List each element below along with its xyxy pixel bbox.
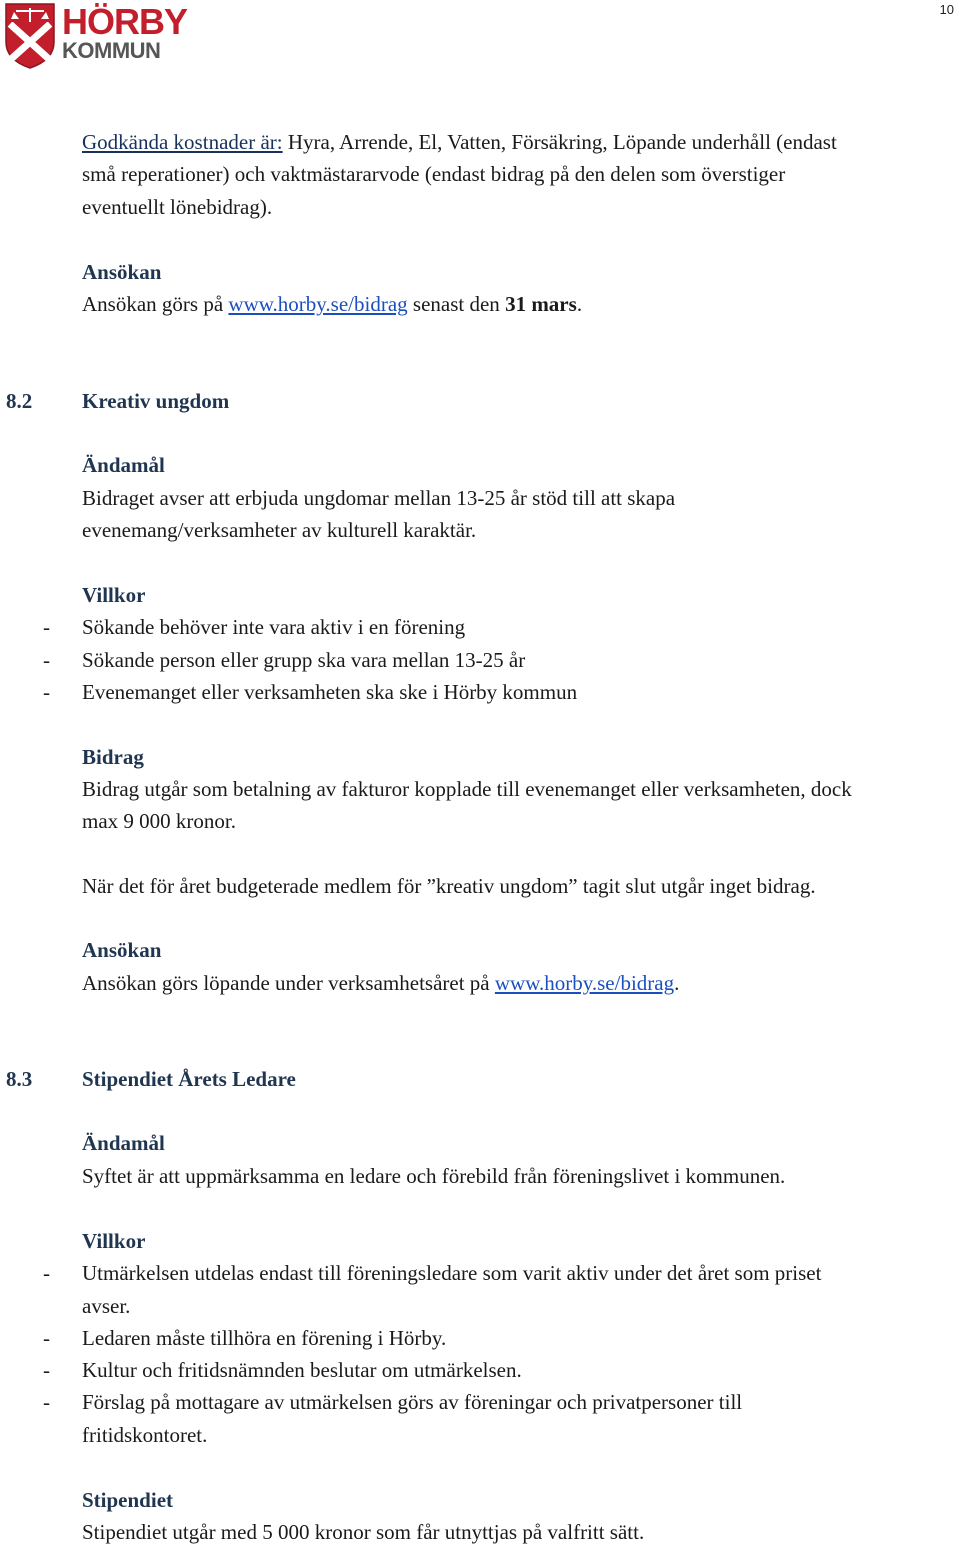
bidrag-heading: Bidrag <box>82 745 144 769</box>
intro-line-3: eventuellt lönebidrag). <box>82 195 273 219</box>
bidrag-line-2: max 9 000 kronor. <box>82 809 236 833</box>
list-item: Ledaren måste tillhöra en förening i Hörby. <box>82 1326 447 1350</box>
budget-line: När det för året budgeterade medlem för ”kreativ ungdom” tagit slut utgår inget bidrag. <box>82 874 816 898</box>
horby-kommun-logo <box>4 2 187 74</box>
list-item: Förslag på mottagare av utmärkelsen görs av föreningar och privatpersoner till <box>82 1390 743 1414</box>
ansokan-text: Ansökan görs på www.horby.se/bidrag senast den 31 mars. <box>82 292 583 316</box>
logo-subtitle: KOMMUN <box>62 38 161 63</box>
andamal-line-1: Bidraget avser att erbjuda ungdomar mellan 13-25 år stöd till att skapa <box>82 486 676 510</box>
list-item: Sökande person eller grupp ska vara mellan 13-25 år <box>82 648 526 672</box>
andamal-line-2: evenemang/verksamheter av kulturell karaktär. <box>82 518 477 542</box>
list-item: Sökande behöver inte vara aktiv i en förening <box>82 615 466 639</box>
bidrag-link[interactable]: www.horby.se/bidrag <box>228 292 408 316</box>
section-title: Kreativ ungdom <box>82 389 230 413</box>
stipendiet-line-1: Stipendiet utgår med 5 000 kronor som får utnyttjas på valfritt sätt. <box>82 1520 645 1544</box>
villkor-heading: Villkor <box>82 583 146 607</box>
andamal-heading: Ändamål <box>82 453 165 477</box>
approved-costs-label: Godkända kostnader är: <box>82 130 283 154</box>
logo-title: HÖRBY <box>62 1 188 42</box>
bidrag-line-1: Bidrag utgår som betalning av fakturor kopplade till evenemanget eller verksamheten, dock <box>82 777 852 801</box>
ansokan-heading: Ansökan <box>82 260 162 284</box>
list-item: Kultur och fritidsnämnden beslutar om utmärkelsen. <box>82 1358 522 1382</box>
section-number: 8.3 <box>6 1067 33 1091</box>
ansokan-heading: Ansökan <box>82 938 162 962</box>
andamal-heading: Ändamål <box>82 1131 165 1155</box>
villkor-heading: Villkor <box>82 1229 146 1253</box>
page-number: 10 <box>939 2 954 17</box>
list-bullet: - <box>43 1358 50 1382</box>
section-title: Stipendiet Årets Ledare <box>82 1067 296 1091</box>
section-number: 8.2 <box>6 389 33 413</box>
list-item-continued: fritidskontoret. <box>82 1423 208 1447</box>
bidrag-link[interactable]: www.horby.se/bidrag <box>494 971 675 995</box>
list-bullet: - <box>43 648 50 672</box>
list-bullet: - <box>43 1390 50 1414</box>
list-bullet: - <box>43 1261 50 1285</box>
intro-line-1: Godkända kostnader är: Hyra, Arrende, El, Vatten, Försäkring, Löpande underhåll (endast <box>82 130 837 154</box>
coat-of-arms-icon <box>4 2 56 70</box>
list-bullet: - <box>43 1326 50 1350</box>
list-bullet: - <box>43 680 50 704</box>
list-item: Evenemanget eller verksamheten ska ske i Hörby kommun <box>82 680 578 704</box>
ansokan-text: Ansökan görs löpande under verksamhetsåret på www.horby.se/bidrag. <box>82 971 680 995</box>
list-bullet: - <box>43 615 50 639</box>
list-item-continued: avser. <box>82 1294 131 1318</box>
intro-line-2: små reperationer) och vaktmästararvode (endast bidrag på den delen som överstiger <box>82 162 786 186</box>
andamal-line-1: Syftet är att uppmärksamma en ledare och förebild från föreningslivet i kommunen. <box>82 1164 786 1188</box>
list-item: Utmärkelsen utdelas endast till föreningsledare som varit aktiv under det året som priset <box>82 1261 822 1285</box>
stipendiet-heading: Stipendiet <box>82 1488 174 1512</box>
